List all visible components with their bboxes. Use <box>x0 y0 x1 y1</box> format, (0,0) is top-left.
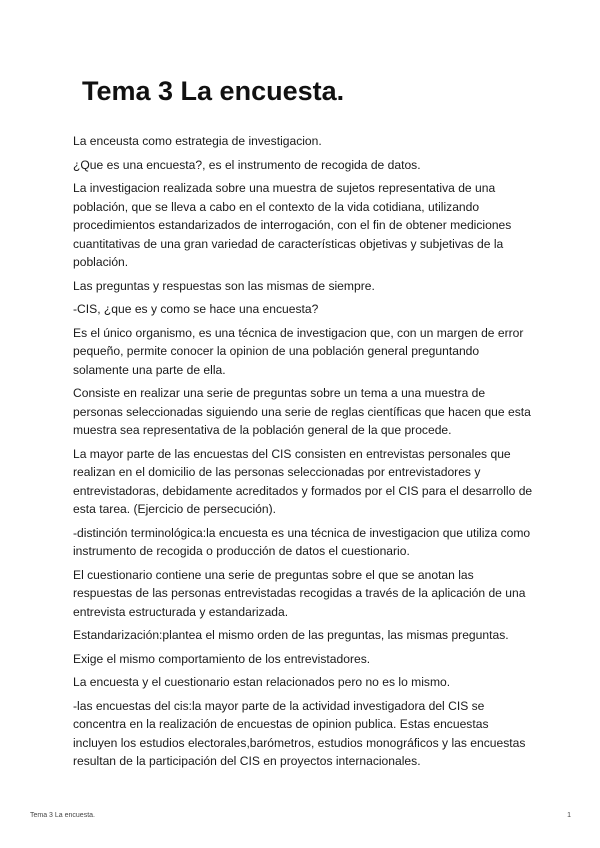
paragraph: -las encuestas del cis:la mayor parte de la actividad investigadora del CIS se concentra en la realización de encuestas de opinion publica. Estas encuestas incluyen los estudios electorales,barómetros, estudios monográficos y las encuestas resultan de la participación del CIS en proyectos internacionales. <box>73 698 526 768</box>
page-title: Tema 3 La encuesta. <box>82 76 345 106</box>
paragraph: Exige el mismo comportamiento de los entrevistadores. <box>73 651 371 666</box>
paragraph: La mayor parte de las encuestas del CIS consisten en entrevistas personales que realizan en el domicilio de las personas seleccionadas por entrevistadores y entrevistadoras, debidamente acreditados y formados por el CIS para el desarrollo de esta tarea. (Ejercicio de persecución). <box>73 446 533 516</box>
paragraph: El cuestionario contiene una serie de preguntas sobre el que se anotan las respuestas de las personas entrevistadas recogidas a través de la aplicación de una entrevista estructurada y estandarizada. <box>73 567 526 619</box>
paragraph: Es el único organismo, es una técnica de investigacion que, con un margen de error pequeño, permite conocer la opinion de una población general preguntando solamente una parte de ella. <box>73 325 524 377</box>
paragraph: -CIS, ¿que es y como se hace una encuesta? <box>73 302 319 316</box>
document-body <box>73 132 533 776</box>
paragraph: Consiste en realizar una serie de preguntas sobre un tema a una muestra de personas seleccionadas siguiendo una serie de reglas científicas que hacen que esta muestra sea representativa de la población general de la que procede. <box>73 386 531 437</box>
paragraph: La investigacion realizada sobre una muestra de sujetos representativa de una población, que se lleva a cabo en el contexto de la vida cotidiana, utilizando procedimientos estandarizados de interrogación, con el fin de obtener mediciones cuantitativas de una gran variedad de características objetivas y subjetivas de la población. <box>73 181 512 269</box>
paragraph: La enceusta como estrategia de investigacion. <box>73 134 322 148</box>
page-number: 1 <box>567 812 571 819</box>
paragraph: ¿Que es una encuesta?, es el instrumento de recogida de datos. <box>73 157 421 172</box>
paragraph: La encuesta y el cuestionario estan relacionados pero no es lo mismo. <box>73 675 451 689</box>
paragraph: Las preguntas y respuestas son las mismas de siempre. <box>73 278 375 293</box>
footer-title: Tema 3 La encuesta. <box>30 812 95 819</box>
paragraph: -distinción terminológica:la encuesta es una técnica de investigacion que utiliza como instrumento de recogida o producción de datos el cuestionario. <box>73 525 531 558</box>
paragraph: Estandarización:plantea el mismo orden de las preguntas, las mismas preguntas. <box>73 628 509 642</box>
